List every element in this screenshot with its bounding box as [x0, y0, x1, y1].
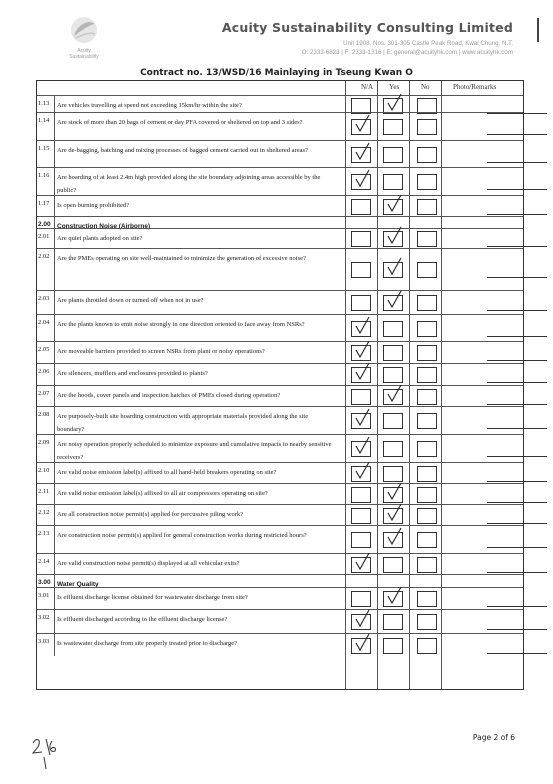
remarks-field[interactable] [487, 572, 547, 573]
item-question: Are noisy operation properly scheduled to minimize exposure and cumulative impacts to nearby sensitive receivers? [57, 441, 332, 461]
checkbox-no[interactable] [417, 174, 437, 190]
checkbox-yes[interactable] [383, 231, 403, 247]
checkbox-no[interactable] [417, 532, 437, 548]
checkbox-no[interactable] [417, 199, 437, 215]
checklist-row [37, 341, 523, 363]
checkbox-yes[interactable] [383, 321, 403, 337]
remarks-field[interactable] [487, 523, 547, 524]
checkbox-na[interactable] [351, 441, 371, 457]
item-question: Are purposely-built site hoarding construction with appropriate materials provided along the site boundary? [57, 413, 309, 433]
item-number: 2.04 [37, 315, 55, 341]
checkbox-na[interactable] [351, 413, 371, 429]
item-number: 3.03 [37, 634, 55, 656]
checkbox-no[interactable] [417, 389, 437, 405]
checkbox-yes[interactable] [383, 638, 403, 654]
checkbox-na[interactable] [351, 487, 371, 503]
col-header-na: N/A [361, 83, 374, 91]
checkbox-no[interactable] [417, 487, 437, 503]
checkbox-yes[interactable] [383, 441, 403, 457]
checkbox-yes[interactable] [383, 174, 403, 190]
checkbox-no[interactable] [417, 638, 437, 654]
section-header-row [37, 216, 523, 228]
checklist-row [37, 609, 523, 633]
remarks-field[interactable] [487, 277, 547, 278]
checkbox-yes[interactable] [383, 466, 403, 482]
item-number: 2.10 [37, 463, 55, 483]
remarks-field[interactable] [487, 547, 547, 548]
item-question: Are moveable barriers provided to screen NSRs from plant or noisy operations? [57, 348, 265, 355]
checkbox-no[interactable] [417, 614, 437, 630]
checkbox-yes[interactable] [383, 557, 403, 573]
item-number: 3.00 [37, 575, 55, 587]
item-question: Is wastewater discharge from site properly treated prior to discharge? [57, 640, 238, 647]
item-number: 1.15 [37, 141, 55, 167]
remarks-field[interactable] [487, 382, 547, 383]
item-number: 2.11 [37, 484, 55, 504]
checkbox-yes[interactable] [383, 345, 403, 361]
checkbox-na[interactable] [351, 119, 371, 135]
checkbox-na[interactable] [351, 262, 371, 278]
checkbox-yes[interactable] [383, 413, 403, 429]
remarks-field[interactable] [487, 246, 547, 247]
contract-title: Contract no. 13/WSD/16 Mainlaying in Tseung Kwan O [140, 68, 413, 78]
item-question: Are de-bagging, batching and mixing processes of bagged cement carried out in sheltered areas? [57, 147, 308, 154]
checkbox-no[interactable] [417, 367, 437, 383]
checkbox-yes[interactable] [383, 614, 403, 630]
checkbox-no[interactable] [417, 119, 437, 135]
checkbox-yes[interactable] [383, 532, 403, 548]
remarks-field[interactable] [487, 336, 547, 337]
item-question: Are valid noise emission label(s) affixed to all air compressors operating on site? [57, 490, 268, 497]
checklist-row [37, 95, 523, 112]
checkbox-yes[interactable] [383, 262, 403, 278]
checkbox-yes[interactable] [383, 147, 403, 163]
checkbox-na[interactable] [351, 557, 371, 573]
checkbox-no[interactable] [417, 413, 437, 429]
item-question: Are plants throttled down or turned off when not in use? [57, 297, 204, 304]
remarks-field[interactable] [487, 134, 547, 135]
section-header-row [37, 574, 523, 587]
checkbox-yes[interactable] [383, 487, 403, 503]
item-question: Are construction noise permit(s) applied for general construction works during restricted hours? [57, 532, 307, 539]
checklist-row [37, 525, 523, 553]
item-question: Are vehicles travelling at speed not exceeding 15km/hr within the site? [57, 102, 242, 109]
checkbox-na[interactable] [351, 345, 371, 361]
item-question: Are stock of more than 20 bags of cement or day PFA covered or sheltered on top and 3 sides? [57, 119, 303, 126]
checklist-row [37, 228, 523, 248]
checklist-row [37, 248, 523, 290]
handwritten-signature [30, 735, 60, 771]
checklist-row [37, 112, 523, 140]
checkbox-na[interactable] [351, 367, 371, 383]
remarks-field[interactable] [487, 456, 547, 457]
remarks-field[interactable] [487, 481, 547, 482]
remarks-field[interactable] [487, 162, 547, 163]
company-contact: O: 2333-6823 | F: 2333-1316 | E: general@acuityhk.com | www.acuityhk.com [301, 49, 513, 56]
checkbox-yes[interactable] [383, 508, 403, 524]
remarks-field[interactable] [487, 360, 547, 361]
section-title: Water Quality [57, 581, 99, 588]
remarks-field[interactable] [487, 404, 547, 405]
checkbox-yes[interactable] [383, 389, 403, 405]
checkbox-no[interactable] [417, 441, 437, 457]
col-header-no: No [421, 83, 430, 91]
checklist-row [37, 385, 523, 406]
item-question: Are valid construction noise permit(s) displayed at all vehicular exits? [57, 560, 240, 567]
logo-text: Acuity Sustainability [69, 48, 99, 60]
leaf-logo-icon [58, 14, 110, 48]
checklist-row [37, 462, 523, 483]
item-number: 2.09 [37, 435, 55, 462]
item-question: Are hoarding of at least 2.4m high provided along the site boundary adjoining areas accessible by the public? [57, 174, 321, 194]
item-number: 3.01 [37, 588, 55, 609]
checkbox-na[interactable] [351, 147, 371, 163]
remarks-field[interactable] [487, 629, 547, 630]
checkbox-na[interactable] [351, 638, 371, 654]
item-question: Are silencers, mufflers and enclosures provided to plants? [57, 370, 208, 377]
checkbox-yes[interactable] [383, 367, 403, 383]
col-header-yes: Yes [389, 83, 400, 91]
item-question: Is effluent discharge license obtained for wastewater discharge from site? [57, 594, 248, 601]
item-number: 2.07 [37, 386, 55, 406]
item-number: 2.05 [37, 342, 55, 363]
checklist-row [37, 140, 523, 167]
checklist-table [36, 80, 524, 690]
checkbox-na[interactable] [351, 389, 371, 405]
remarks-field[interactable] [487, 189, 547, 190]
checkbox-na[interactable] [351, 174, 371, 190]
item-question: Are quiet plants adopted on site? [57, 235, 143, 242]
item-number: 2.03 [37, 291, 55, 314]
remarks-field[interactable] [487, 653, 547, 654]
remarks-field[interactable] [487, 428, 547, 429]
checkbox-no[interactable] [417, 262, 437, 278]
checkbox-no[interactable] [417, 147, 437, 163]
company-address: Unit 1908, Nos. 301-305 Castle Peak Road, Kwai Chung, N.T. [343, 40, 513, 47]
checkbox-no[interactable] [417, 295, 437, 311]
checklist-row [37, 434, 523, 462]
section-title: Construction Noise (Airborne) [57, 223, 151, 230]
checkbox-na[interactable] [351, 231, 371, 247]
checklist-row [37, 587, 523, 609]
item-number: 1.14 [37, 113, 55, 140]
item-question: Are the plants known to emit noise strongly in one direction oriented to face away from NSRs? [57, 321, 305, 328]
checkbox-yes[interactable] [383, 295, 403, 311]
page-corner-mark [531, 18, 539, 42]
checklist-row [37, 167, 523, 195]
checklist-row [37, 314, 523, 341]
checkbox-na[interactable] [351, 321, 371, 337]
checkbox-no[interactable] [417, 557, 437, 573]
item-question: Are the PMEs operating on site well-maintained to minimize the generation of excessive noise? [57, 255, 306, 262]
item-number: 2.01 [37, 229, 55, 248]
checklist-row [37, 363, 523, 385]
checkbox-na[interactable] [351, 466, 371, 482]
checklist-row [37, 504, 523, 525]
remarks-field[interactable] [487, 502, 547, 503]
company-name: Acuity Sustainability Consulting Limited [221, 20, 513, 35]
checkbox-no[interactable] [417, 321, 437, 337]
checklist-row [37, 406, 523, 434]
checkbox-na[interactable] [351, 532, 371, 548]
item-number: 1.17 [37, 196, 55, 216]
item-question: Is effluent discharged according to the effluent discharge license? [57, 616, 228, 623]
checkbox-no[interactable] [417, 591, 437, 607]
item-question: Is open burning prohibited? [57, 202, 130, 209]
remarks-field[interactable] [487, 214, 547, 215]
item-number: 2.13 [37, 526, 55, 553]
company-logo [58, 14, 110, 64]
checklist-row [37, 290, 523, 314]
page-number: Page 2 of 6 [472, 733, 515, 742]
checkbox-na[interactable] [351, 199, 371, 215]
checkbox-no[interactable] [417, 231, 437, 247]
remarks-field[interactable] [487, 606, 547, 607]
checklist-row [37, 553, 523, 574]
item-question: Are all construction noise permit(s) applied for percussive piling work? [57, 511, 244, 518]
item-number: 2.06 [37, 364, 55, 385]
remarks-field[interactable] [487, 310, 547, 311]
checkbox-no[interactable] [417, 466, 437, 482]
item-number: 2.12 [37, 505, 55, 525]
checkbox-yes[interactable] [383, 119, 403, 135]
checkbox-yes[interactable] [383, 591, 403, 607]
checklist-row [37, 195, 523, 216]
checkbox-no[interactable] [417, 508, 437, 524]
item-number: 2.14 [37, 554, 55, 574]
item-question: Are valid noise emission label(s) affixed to all hand-held breakers operating on site? [57, 469, 277, 476]
checkbox-yes[interactable] [383, 199, 403, 215]
checklist-row [37, 483, 523, 504]
item-number: 2.08 [37, 407, 55, 434]
checkbox-na[interactable] [351, 508, 371, 524]
col-header-remarks: Photo/Remarks [453, 83, 497, 91]
checkbox-na[interactable] [351, 614, 371, 630]
item-number: 3.02 [37, 610, 55, 633]
checkbox-na[interactable] [351, 591, 371, 607]
item-question: Are the hoods, cover panels and inspection hatches of PMEs closed during operation? [57, 392, 281, 399]
item-number: 2.00 [37, 217, 55, 228]
item-number: 1.13 [37, 96, 55, 112]
checkbox-na[interactable] [351, 295, 371, 311]
checklist-row [37, 633, 523, 656]
item-number: 2.02 [37, 249, 55, 290]
item-number: 1.16 [37, 168, 55, 195]
checkbox-no[interactable] [417, 345, 437, 361]
